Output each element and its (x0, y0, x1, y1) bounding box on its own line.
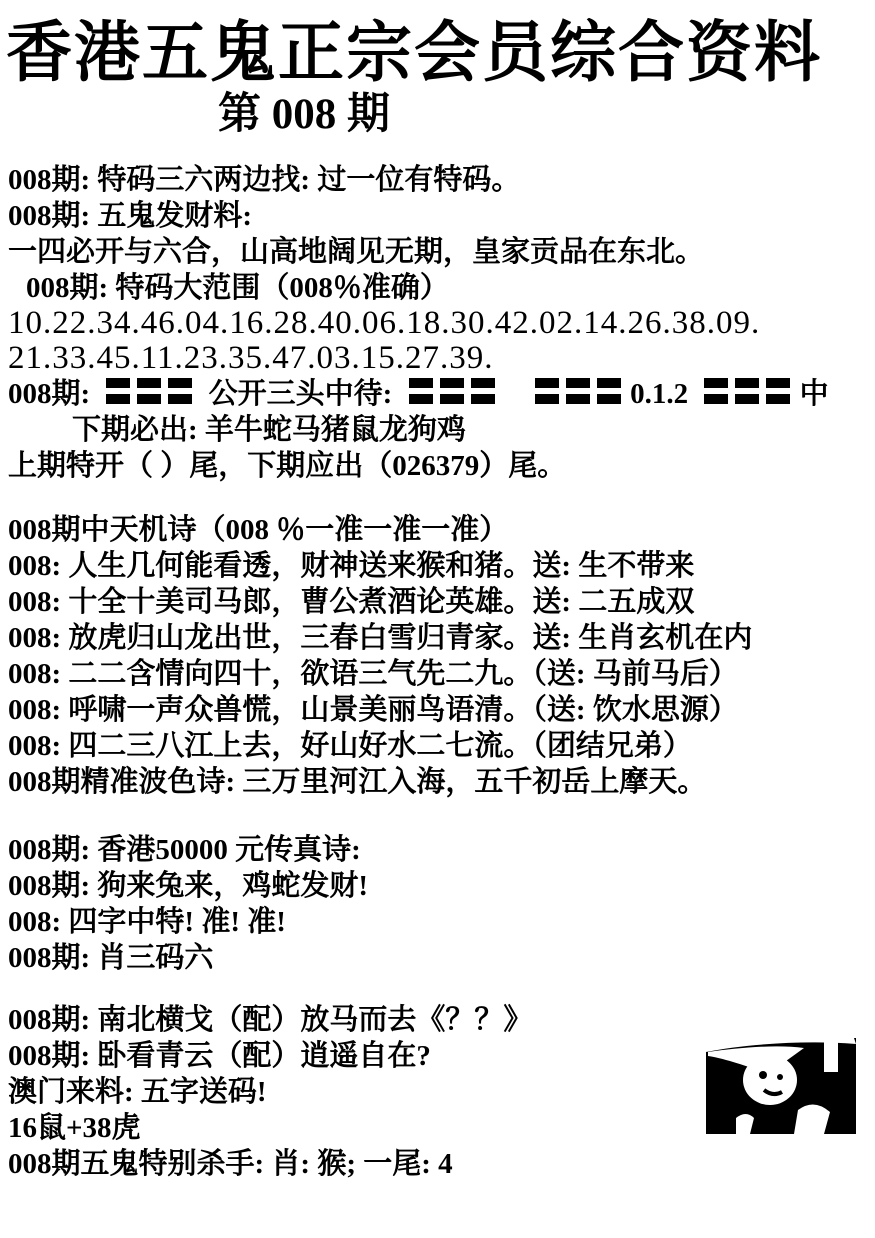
poem-line-3: 008: 放虎归山龙出世，三春白雪归青家。送: 生肖玄机在内 (8, 621, 753, 654)
heavenly-poems-section (0, 512, 875, 800)
fax-poem-section (0, 832, 875, 976)
poem-line-1: 008: 人生几何能看透，财神送来猴和猪。送: 生不带来 (8, 549, 695, 582)
poem-line-5: 008: 呼啸一声众兽慌，山景美丽鸟语清。（送: 饮水思源） (8, 693, 738, 726)
trigram-prefix: 008期: (8, 377, 91, 410)
issue-number: 第 008 期 (218, 90, 390, 138)
line-big-range-header: 008期: 特码大范围（008％准确） (26, 271, 449, 304)
trigram-bars-icon (535, 378, 621, 404)
trigram-bars-icon (409, 378, 495, 404)
fax-line-3: 008: 四字中特! 准! 准! (8, 905, 286, 938)
bottom-line-1: 008期: 南北横戈（配）放马而去《？？》 (8, 1003, 533, 1036)
line-special-code-hint: 008期: 特码三六两边找: 过一位有特码。 (8, 163, 521, 196)
line-wugui-facai-header: 008期: 五鬼发财料: (8, 199, 253, 232)
rat-tiger-line: 16鼠+38虎 (8, 1111, 141, 1144)
poem-line-4: 008: 二二含情向四十，欲语三气先二九。（送: 马前马后） (8, 657, 738, 690)
person-in-hat-photo (706, 1030, 856, 1134)
line-next-issue-zodiac: 下期必出: 羊牛蛇马猪鼠龙狗鸡 (72, 413, 466, 446)
trigram-bars-icon (106, 378, 192, 404)
numbers-row-2: 21.33.45.11.23.35.47.03.15.27.39. (8, 339, 494, 376)
trigram-bars-icon (704, 378, 790, 404)
bottom-line-2: 008期: 卧看青云（配）逍遥自在? (8, 1039, 431, 1072)
line-last-open-tail: 上期特开（ ）尾，下期应出（026379）尾。 (8, 449, 567, 482)
fax-line-4: 008期: 肖三码六 (8, 941, 214, 974)
fax-line-2: 008期: 狗来兔来，鸡蛇发财! (8, 869, 369, 902)
line-wugui-facai-verse: 一四必开与六合，山高地阔见无期，皇家贡品在东北。 (8, 235, 705, 268)
killer-line: 008期五鬼特别杀手: 肖: 猴; 一尾: 4 (8, 1147, 453, 1180)
poems-header: 008期中天机诗（008 ％一准一准一准） (8, 513, 509, 546)
poem-line-6: 008: 四二三八江上去，好山好水二七流。（团结兄弟） (8, 729, 692, 762)
numbers-row-1: 10.22.34.46.04.16.28.40.06.18.30.42.02.14.26.38.09. (8, 304, 761, 341)
macau-line: 澳门来料: 五字送码! (8, 1075, 267, 1108)
special-code-section (0, 162, 875, 484)
trigram-label: 公开三头中待: (208, 377, 393, 410)
color-wave-poem: 008期精准波色诗: 三万里河江入海，五千初岳上摩天。 (8, 765, 707, 798)
trigram-suffix: 中 (799, 377, 829, 410)
page-title: 香港五鬼正宗会员综合资料 (6, 17, 822, 90)
fax-line-1: 008期: 香港50000 元传真诗: (8, 833, 361, 866)
trigram-digits: 0.1.2 (630, 377, 689, 410)
poem-line-2: 008: 十全十美司马郎，曹公煮酒论英雄。送: 二五成双 (8, 585, 695, 618)
trigram-line (0, 376, 875, 412)
